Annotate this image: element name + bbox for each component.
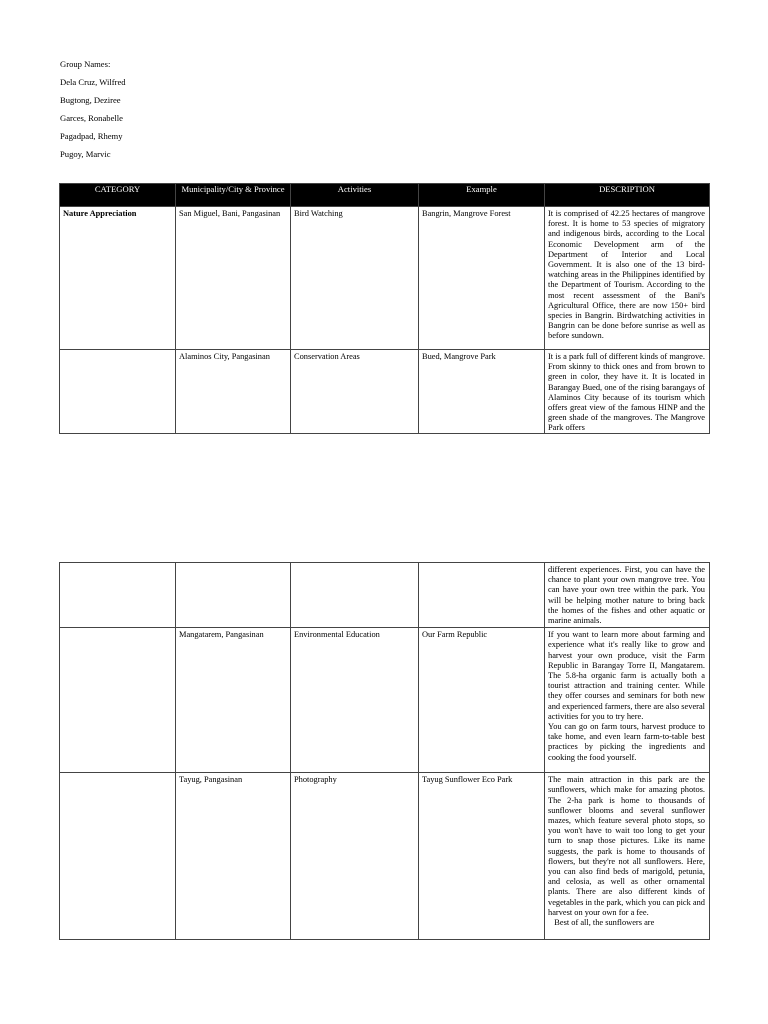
cell-category (60, 628, 176, 773)
cell-municipality: San Miguel, Bani, Pangasinan (176, 207, 291, 350)
cell-example: Bangrin, Mangrove Forest (419, 207, 545, 350)
cell-municipality: Alaminos City, Pangasinan (176, 350, 291, 434)
cell-municipality (176, 563, 291, 628)
cell-municipality: Mangatarem, Pangasinan (176, 628, 291, 773)
group-names-block (60, 57, 126, 165)
description-text: It is comprised of 42.25 hectares of mangrove forest. It is home to 53 species of migratory and indigenous birds, according to the Local Economic Development arm of the Department of Interior and Local Government. It is also one of the 13 bird-watching areas in the Philippines identified by the Department of Tourism. According to the most recent assessment of the Bani's Agricultural Office, there are now 150+ bird species in Bangrin. Birdwatching activities in Bangrin can be done before sunrise as well as before sundown. (548, 209, 705, 341)
cell-description (545, 350, 710, 434)
cell-example: Bued, Mangrove Park (419, 350, 545, 434)
description-paragraph: You can go on farm tours, harvest produce to take home, and even learn farm-to-table best practices by picking the ingredients and cooking the food yourself. (548, 722, 705, 762)
group-member: Pagadpad, Rhemy (60, 131, 123, 141)
cell-activity: Environmental Education (291, 628, 419, 773)
group-heading: Group Names: (60, 59, 111, 69)
cell-category (60, 773, 176, 940)
description-text: It is a park full of different kinds of mangrove. From skinny to thick ones and from brown to green in color, they have it. It is located in Barangay Bued, one of the rising barangays of Alaminos City because of its tourism which offers great view of the famous HINP and the green shade of the mangroves. The Mangrove Park offers (548, 352, 705, 432)
cell-activity: Conservation Areas (291, 350, 419, 434)
table-row (60, 350, 710, 434)
description-paragraph: The main attraction in this park are the sunflowers, which make for amazing photos. The 2-ha park is home to thousands of sunflower blooms and several sunflower mazes, which feature several photo stops, so you won't have to wait too long to get your turn to snap those pictures. Like its name suggests, the park is home to thousands of flowers, but they're not all sunflowers. Here, you can also find beds of marigold, petunia, and celosia, as well as other ornamental plants. There are also different kinds of vegetables in the park, which you can pick and harvest on your own for a fee. (548, 775, 705, 917)
cell-category (60, 350, 176, 434)
cell-description (545, 628, 710, 773)
header-municipality: Municipality/City & Province (176, 184, 291, 207)
cell-description: different experiences. First, you can have the chance to plant your own mangrove tree. You can have your own tree within the park. You will be helping mother nature to bring back the homes of the fishes and other aquatic or marine animals. (545, 563, 710, 628)
header-category: CATEGORY (60, 184, 176, 207)
table-row (60, 773, 710, 940)
cell-municipality: Tayug, Pangasinan (176, 773, 291, 940)
cell-example: Our Farm Republic (419, 628, 545, 773)
cell-description (545, 207, 710, 350)
table-row (60, 628, 710, 773)
group-member: Pugoy, Marvic (60, 149, 111, 159)
group-member: Garces, Ronabelle (60, 113, 123, 123)
description-paragraph: If you want to learn more about farming and experience what it's really like to grow and harvest your own produce, visit the Farm Republic in Barangay Torre II, Mangatarem. The 5.8-ha organic farm is actually both a tourist attraction and training center. While they offer courses and seminars for both new and experienced farmers, there are also several activities for you to try here. (548, 630, 705, 721)
tourism-table-page-2 (59, 562, 710, 940)
description-clip (548, 775, 705, 938)
description-paragraph: Best of all, the sunflowers are (548, 918, 655, 928)
cell-example (419, 563, 545, 628)
header-example: Example (419, 184, 545, 207)
cell-category (60, 563, 176, 628)
header-description: DESCRIPTION (545, 184, 710, 207)
header-activities: Activities (291, 184, 419, 207)
table-row (60, 563, 710, 628)
cell-activity: Bird Watching (291, 207, 419, 350)
cell-activity (291, 563, 419, 628)
cell-activity: Photography (291, 773, 419, 940)
table-row (60, 207, 710, 350)
table-header-row (60, 184, 710, 207)
group-member: Bugtong, Deziree (60, 95, 121, 105)
cell-category: Nature Appreciation (60, 207, 176, 350)
group-member: Dela Cruz, Wilfred (60, 77, 126, 87)
tourism-table-page-1 (59, 183, 710, 434)
cell-description (545, 773, 710, 940)
cell-example: Tayug Sunflower Eco Park (419, 773, 545, 940)
